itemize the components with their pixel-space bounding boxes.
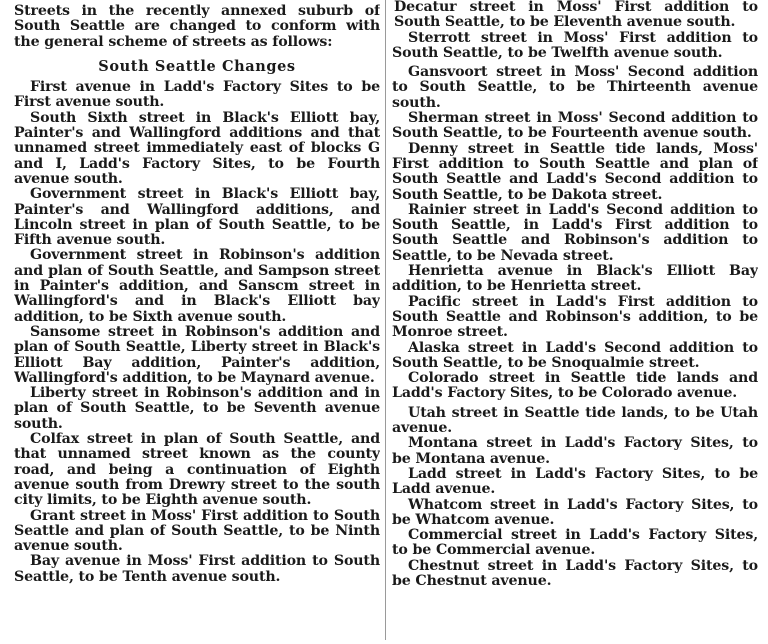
left-paragraph-4: Government street in Robinson's addition and plan of South Seattle, and Sampson street in Painter's addition, and Sanscm street in Wallingford's and in Black's Elliott bay addition, to be Sixth avenue south. — [14, 247, 380, 325]
right-paragraph-11: Utah street in Seattle tide lands, to be Utah avenue. — [392, 404, 758, 437]
left-paragraph-7: Colfax street in plan of South Seattle, and that unnamed street known as the county road, and being a continuation of Eighth avenue south from Drewry street to the south city limits, to be Eighth avenue south. — [14, 431, 380, 509]
right-paragraph-8: Pacific street in Ladd's First addition to South Seattle and Robinson's addition, to be Monroe street. — [392, 293, 758, 341]
right-paragraph-1: Decatur street in Moss' First addition to South Seattle, to be Eleventh avenue south. — [394, 0, 758, 31]
left-paragraph-9: Bay avenue in Moss' First addition to South Seattle, to be Tenth avenue south. — [14, 553, 380, 585]
left-paragraph-1: First avenue in Ladd's Factory Sites to be First avenue south. — [14, 79, 380, 111]
right-paragraph-16: Chestnut street in Ladd's Factory Sites, to be Chestnut avenue. — [392, 557, 758, 589]
left-paragraph-6: Liberty street in Robinson's addition and in plan of South Seattle, to be Seventh avenue south. — [14, 385, 380, 432]
right-paragraph-3: Gansvoort street in Moss' Second addition to South Seattle, to be Thirteenth avenue south. — [392, 64, 758, 111]
right-paragraph-7: Henrietta avenue in Black's Elliott Bay addition, to be Henrietta street. — [392, 263, 758, 295]
right-paragraph-15: Commercial street in Ladd's Factory Sites, to be Commercial avenue. — [392, 527, 758, 559]
section-subheading: South Seattle Changes — [98, 57, 296, 75]
right-paragraph-2: Sterrott street in Moss' First addition to South Seattle, to be Twelfth avenue south. — [392, 29, 758, 61]
right-paragraph-9: Alaska street in Ladd's Second addition to South Seattle, to be Snoqualmie street. — [392, 339, 758, 371]
right-paragraph-13: Ladd street in Ladd's Factory Sites, to be Ladd avenue. — [392, 465, 758, 498]
right-paragraph-6: Rainier street in Ladd's Second addition to South Seattle, in Ladd's First addition to South Seattle and Robinson's addition to Seattle, to be Nevada street. — [392, 201, 758, 264]
left-paragraph-2: South Sixth street in Black's Elliott bay, Painter's and Wallingford additions and that unnamed street immediately east of blocks G and I, Ladd's Factory Sites, to be Fourth avenue south. — [14, 109, 380, 187]
intro-paragraph: Streets in the recently annexed suburb of South Seattle are changed to conform with the general scheme of streets as follows: — [14, 4, 380, 50]
left-paragraph-5: Sansome street in Robinson's addition and plan of South Seattle, Liberty street in Black's Elliott Bay addition, Painter's addition, Wallingford's addition, to be Maynard avenue. — [14, 323, 380, 386]
right-paragraph-10: Colorado street in Seattle tide lands and Ladd's Factory Sites, to be Colorado avenue. — [392, 370, 758, 402]
left-column — [14, 4, 380, 644]
column-divider — [385, 0, 386, 640]
right-column — [392, 0, 758, 640]
right-paragraph-5: Denny street in Seattle tide lands, Moss' First addition to South Seattle and plan of South Seattle and Ladd's Second addition to South Seattle, to be Dakota street. — [392, 140, 758, 203]
right-paragraph-14: Whatcom street in Ladd's Factory Sites, to be Whatcom avenue. — [392, 496, 758, 528]
left-paragraph-3: Government street in Black's Elliott bay, Painter's and Wallingford additions, and Lincoln street in plan of South Seattle, to be Fifth avenue south. — [14, 186, 380, 249]
right-paragraph-4: Sherman street in Moss' Second addition to South Seattle, to be Fourteenth avenue south. — [392, 110, 758, 142]
right-paragraph-12: Montana street in Ladd's Factory Sites, to be Montana avenue. — [392, 435, 758, 467]
left-paragraph-8: Grant street in Moss' First addition to South Seattle and plan of South Seattle, to be Ninth avenue south. — [14, 507, 380, 555]
